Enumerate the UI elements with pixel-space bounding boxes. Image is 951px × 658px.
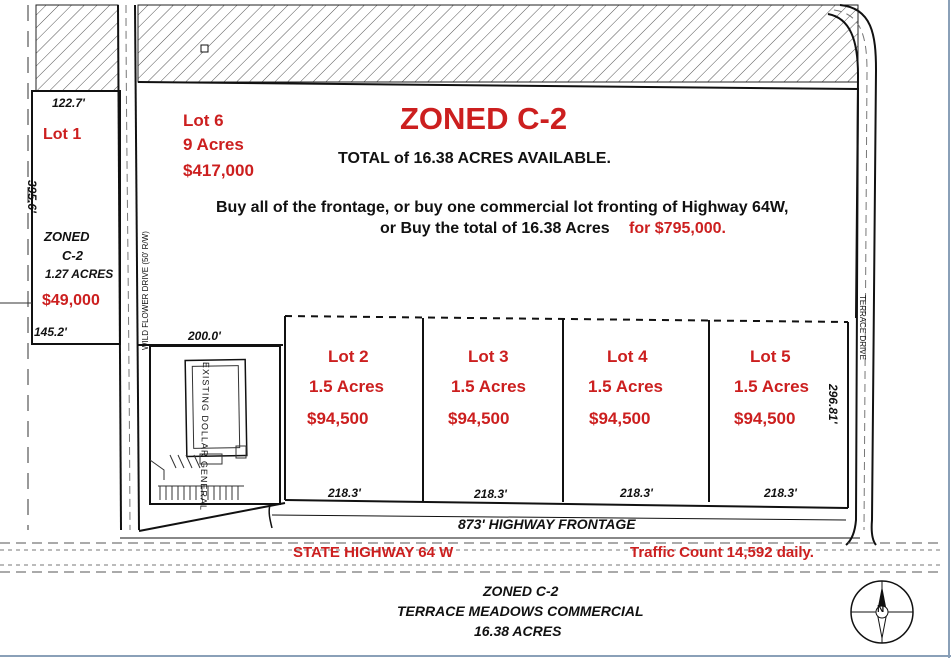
existing-parcel-boundary	[150, 346, 280, 504]
lot6-name: Lot 6	[183, 111, 224, 130]
existing-building-label: EXISTING DOLLAR GENERAL	[198, 361, 211, 512]
lot3-acres: 1.5 Acres	[451, 377, 526, 396]
offer-line-2: or Buy the total of 16.38 Acres	[380, 220, 610, 237]
terrace-drive-edge-inner	[828, 14, 858, 545]
lot2-width: 218.3'	[328, 486, 361, 500]
highway-row-line	[139, 503, 285, 531]
lot5-acres: 1.5 Acres	[734, 377, 809, 396]
small-parcel-dim: 200.0'	[188, 329, 221, 343]
offer-price: for $795,000.	[629, 220, 726, 237]
footer-acreage: 16.38 ACRES	[474, 623, 562, 639]
highway-name: STATE HIGHWAY 64 W	[293, 544, 454, 561]
north-arrow-label: N	[877, 604, 885, 615]
lot3-width: 218.3'	[474, 487, 507, 501]
lot6-price: $417,000	[183, 161, 254, 180]
lot1-name: Lot 1	[43, 126, 82, 143]
lot5-width: 218.3'	[764, 486, 797, 500]
survey-marker	[201, 45, 208, 52]
lot1-dim-side: 395.6'	[25, 180, 39, 213]
wild-flower-drive-label: WILD FLOWER DRIVE (50' R/W)	[141, 231, 150, 350]
existing-building	[185, 359, 247, 456]
lot4-price: $94,500	[589, 409, 651, 428]
lot4-width: 218.3'	[620, 486, 653, 500]
lot1-price: $49,000	[42, 292, 100, 309]
lot4-name: Lot 4	[607, 347, 648, 366]
lot5-name: Lot 5	[750, 347, 791, 366]
lot2-name: Lot 2	[328, 347, 369, 366]
traffic-count: Traffic Count 14,592 daily.	[630, 544, 814, 561]
highway-frontage-label: 873' HIGHWAY FRONTAGE	[458, 516, 636, 532]
lot4-acres: 1.5 Acres	[588, 377, 663, 396]
lot1-dim-bottom: 145.2'	[34, 325, 67, 339]
lot2-acres: 1.5 Acres	[309, 377, 384, 396]
lot3-price: $94,500	[448, 409, 510, 428]
lot2-price: $94,500	[307, 409, 369, 428]
offer-line-1: Buy all of the frontage, or buy one commercial lot fronting of Highway 64W,	[216, 199, 789, 216]
hatched-area-north	[138, 5, 858, 82]
terrace-drive-label: TERRACE DRIVE	[858, 295, 867, 360]
lot5-price: $94,500	[734, 409, 796, 428]
hatched-area-lot1	[36, 5, 118, 91]
lot1-acres: 1.27 ACRES	[45, 267, 114, 281]
footer-zoning: ZONED C-2	[483, 583, 559, 599]
total-acres-text: TOTAL of 16.38 ACRES AVAILABLE.	[338, 150, 611, 167]
wild-flower-drive-edge-right	[135, 5, 139, 530]
highway-row-line-east	[269, 505, 272, 528]
lot6-acres: 9 Acres	[183, 135, 244, 154]
lot1-zoned-label: ZONED	[44, 229, 90, 244]
frontage-lots-north-line	[285, 316, 848, 322]
footer-project-name: TERRACE MEADOWS COMMERCIAL	[397, 603, 644, 619]
lot1-zone-code: C-2	[62, 248, 83, 263]
lot-depth-dim: 296.81'	[826, 384, 840, 424]
zoning-title: ZONED C-2	[400, 101, 568, 136]
wild-flower-drive-centerline	[126, 5, 130, 530]
lot3-name: Lot 3	[468, 347, 509, 366]
lot1-dim-top: 122.7'	[52, 96, 85, 110]
